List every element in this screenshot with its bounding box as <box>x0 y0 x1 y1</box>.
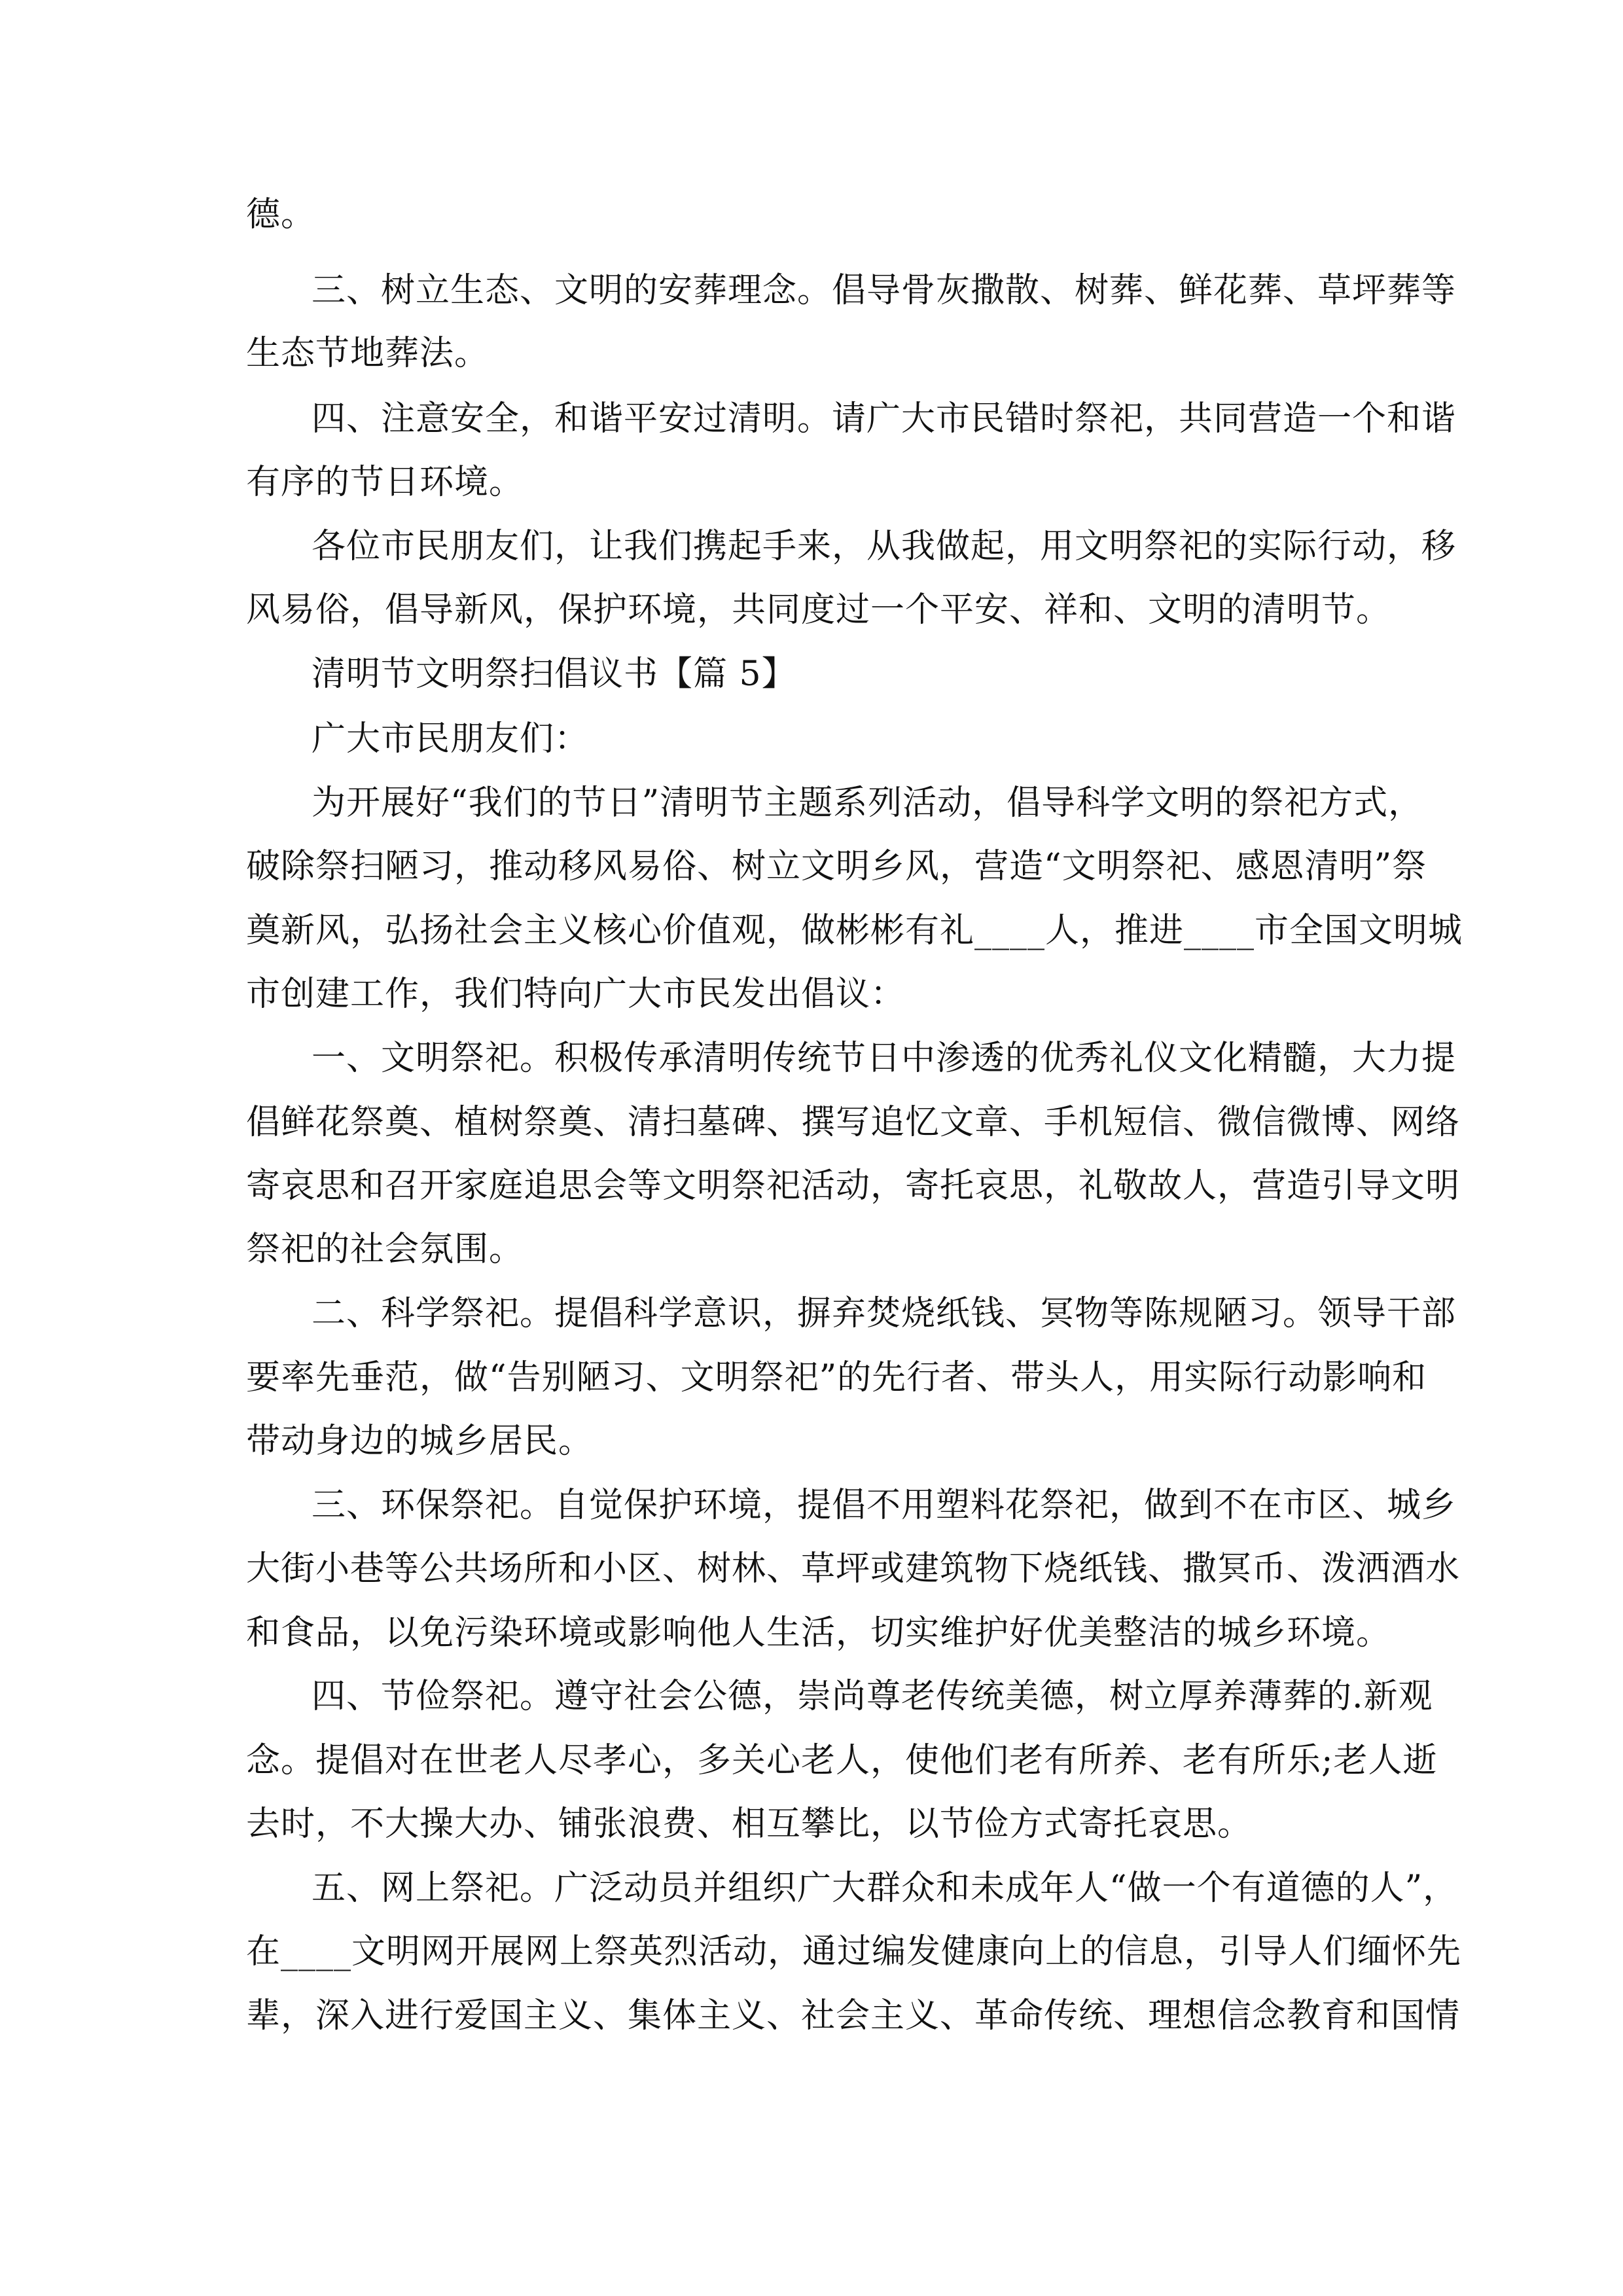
text-line: 奠新风，弘扬社会主义核心价值观，做彬彬有礼____人，推进____市全国文明城 <box>246 911 1463 950</box>
text-line: 祭祀的社会氛围。 <box>246 1230 524 1269</box>
text-line: 去时，不大操大办、铺张浪费、相互攀比，以节俭方式寄托哀思。 <box>246 1804 1253 1844</box>
text-line: 三、树立生态、文明的安葬理念。倡导骨灰撒散、树葬、鲜花葬、草坪葬等 <box>312 271 1457 310</box>
text-line: 市创建工作，我们特向广大市民发出倡议： <box>246 975 906 1014</box>
text-line: 要率先垂范，做“告别陋习、文明祭祀”的先行者、带头人，用实际行动影响和 <box>246 1358 1427 1397</box>
text-line: 念。提倡对在世老人尽孝心，多关心老人，使他们老有所养、老有所乐;老人逝 <box>246 1741 1438 1780</box>
text-line: 四、注意安全，和谐平安过清明。请广大市民错时祭祀，共同营造一个和谐 <box>312 399 1457 439</box>
text-line: 倡鲜花祭奠、植树祭奠、清扫墓碑、撰写追忆文章、手机短信、微信微博、网络 <box>246 1103 1461 1142</box>
text-line: 有序的节日环境。 <box>246 463 524 502</box>
text-line: 辈，深入进行爱国主义、集体主义、社会主义、革命传统、理想信念教育和国情 <box>246 1996 1461 2036</box>
text-line: 和食品，以免污染环境或影响他人生活，切实维护好优美整洁的城乡环境。 <box>246 1613 1391 1653</box>
text-line: 风易俗，倡导新风，保护环境，共同度过一个平安、祥和、文明的清明节。 <box>246 590 1391 630</box>
text-line: 在____文明网开展网上祭英烈活动，通过编发健康向上的信息，引导人们缅怀先 <box>246 1932 1462 1971</box>
text-line: 一、文明祭祀。积极传承清明传统节日中渗透的优秀礼仪文化精髓，大力提 <box>312 1039 1457 1078</box>
text-line: 为开展好“我们的节日”清明节主题系列活动，倡导科学文明的祭祀方式， <box>312 783 1423 823</box>
text-line: 四、节俭祭祀。遵守社会公德，崇尚尊老传统美德，树立厚养薄葬的.新观 <box>312 1677 1433 1716</box>
text-line: 生态节地葬法。 <box>246 334 490 373</box>
text-line: 带动身边的城乡居民。 <box>246 1422 594 1461</box>
text-line: 各位市民朋友们，让我们携起手来，从我做起，用文明祭祀的实际行动，移 <box>312 527 1457 566</box>
text-line: 寄哀思和召开家庭追思会等文明祭祀活动，寄托哀思，礼敬故人，营造引导文明 <box>246 1166 1461 1206</box>
text-line: 德。 <box>246 195 316 234</box>
text-line: 三、环保祭祀。自觉保护环境，提倡不用塑料花祭祀，做到不在市区、城乡 <box>312 1486 1457 1525</box>
text-line: 二、科学祭祀。提倡科学意识，摒弃焚烧纸钱、冥物等陈规陋习。领导干部 <box>312 1294 1457 1333</box>
text-line: 五、网上祭祀。广泛动员并组织广大群众和未成年人“做一个有道德的人”， <box>312 1869 1458 1908</box>
text-line: 破除祭扫陋习，推动移风易俗、树立文明乡风，营造“文明祭祀、感恩清明”祭 <box>246 847 1427 886</box>
salutation: 广大市民朋友们： <box>312 719 590 759</box>
section-heading: 清明节文明祭扫倡议书【篇 5】 <box>312 655 796 694</box>
text-line: 大街小巷等公共场所和小区、树林、草坪或建筑物下烧纸钱、撒冥币、泼洒酒水 <box>246 1549 1461 1588</box>
